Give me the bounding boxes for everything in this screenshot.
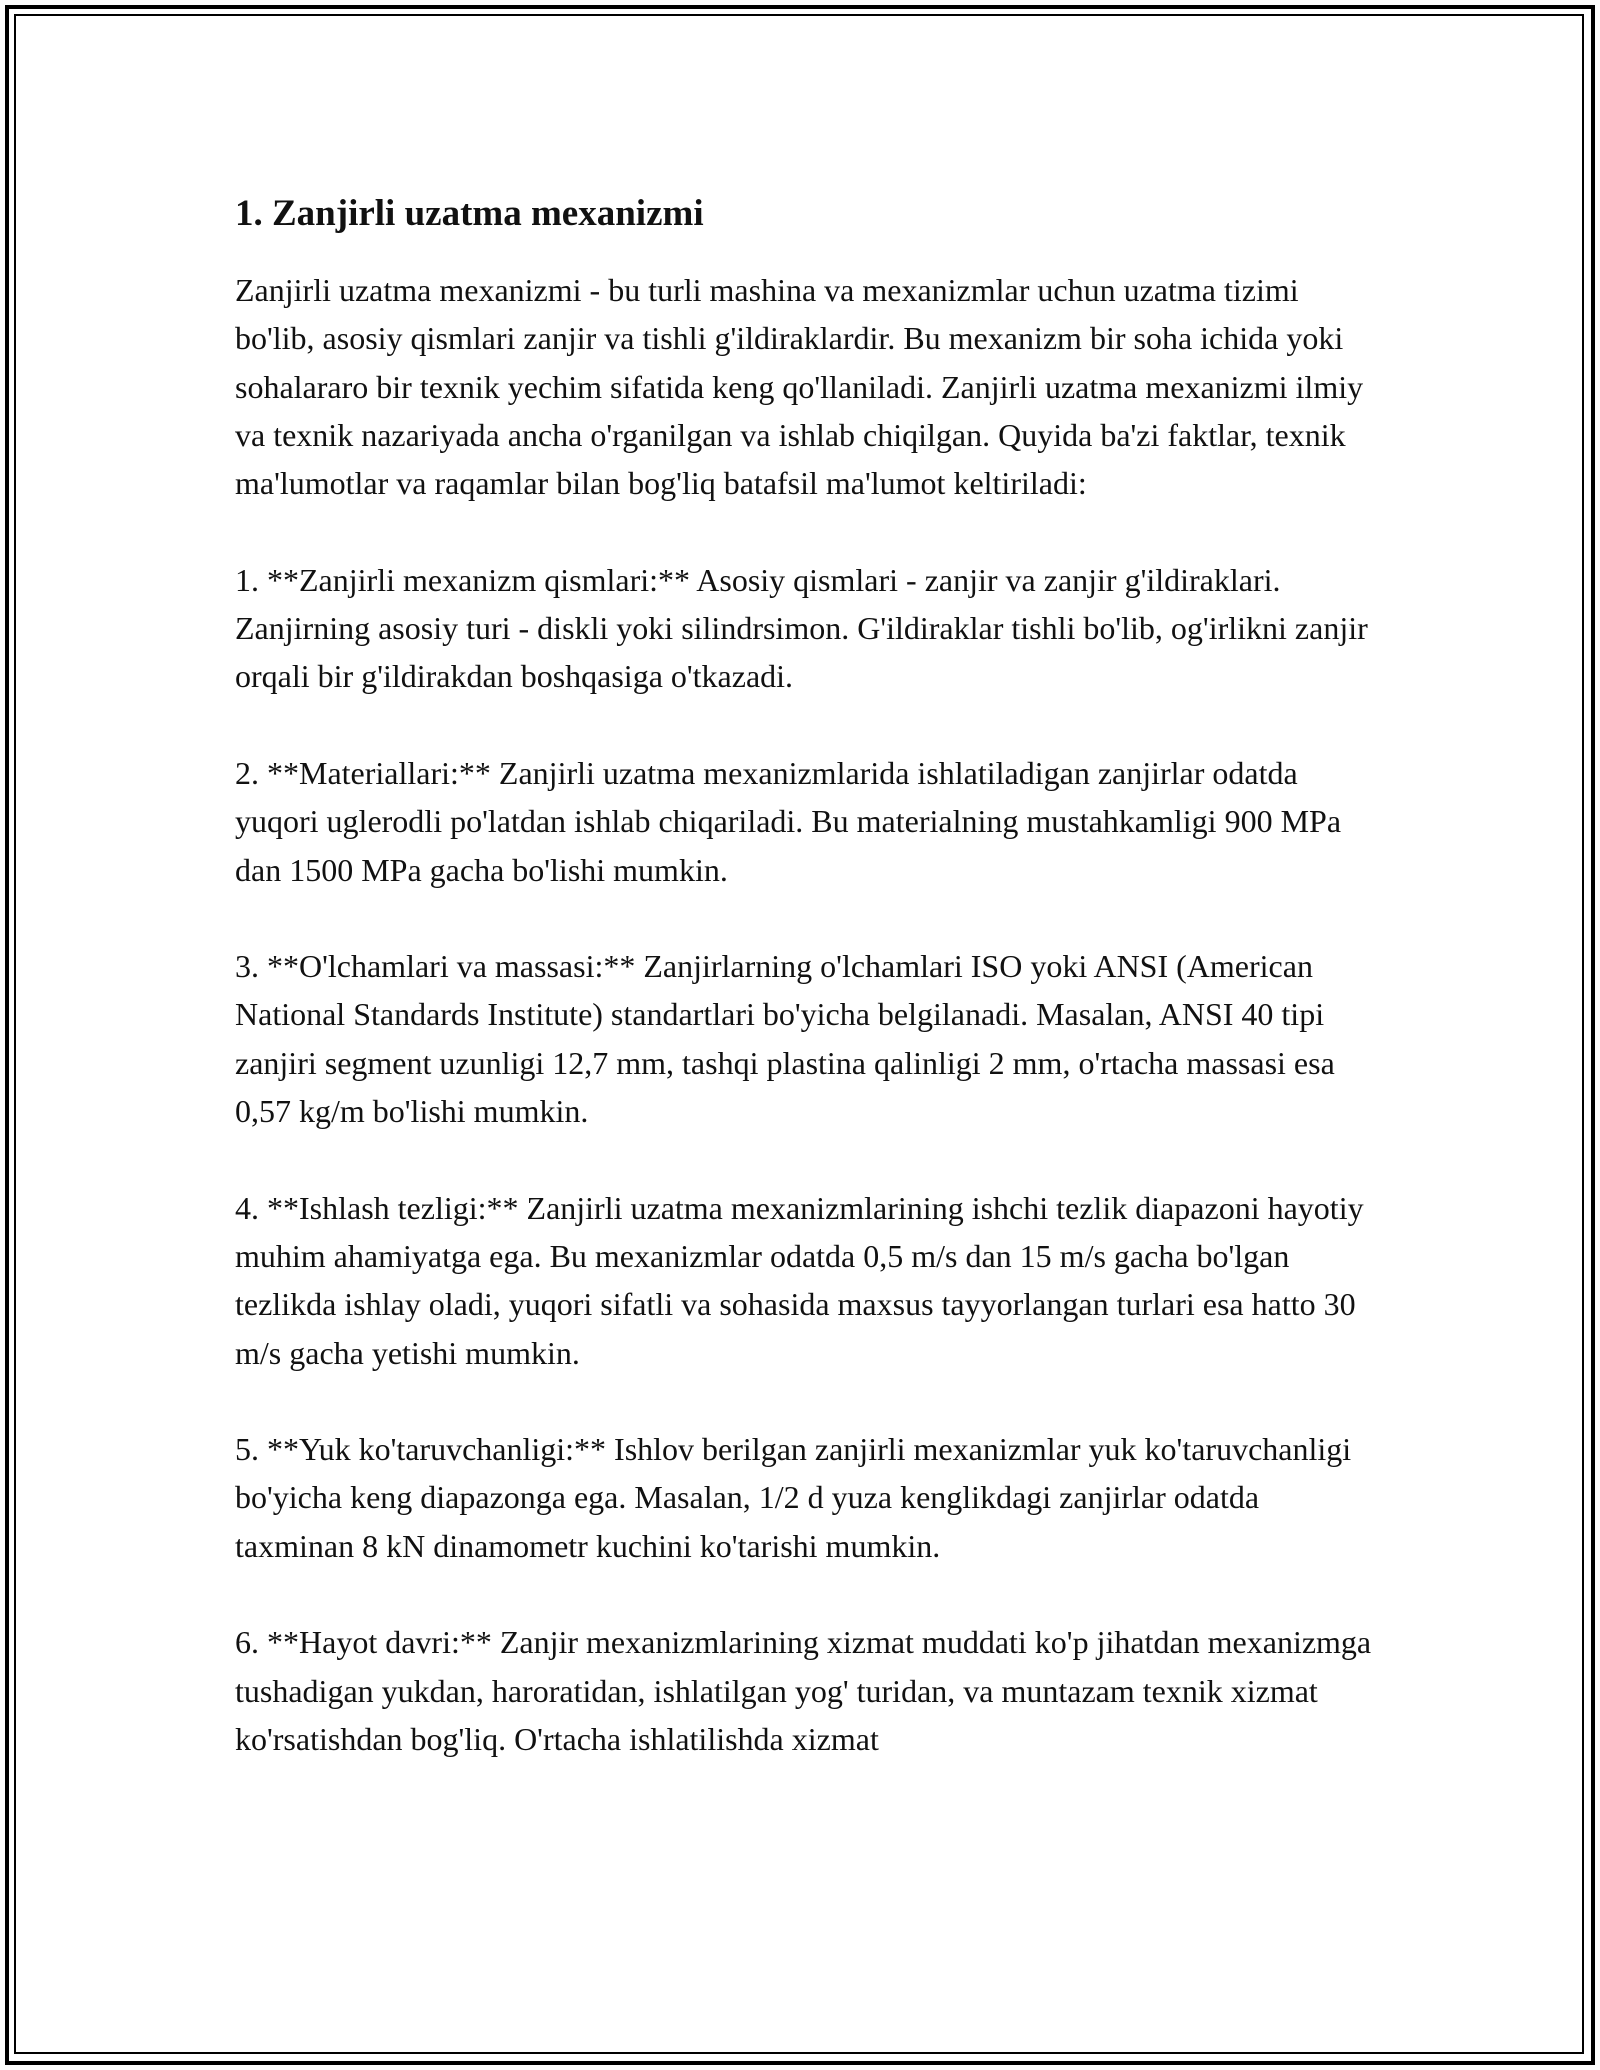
list-item-dimensions: 3. **O'lchamlari va massasi:** Zanjirlarning o'lchamlari ISO yoki ANSI (American National Standards Institute) standartlari bo'yicha belgilanadi. Masalan, ANSI 40 tipi zanjiri segment uzunligi 12,7 mm, tashqi plastina qalinligi 2 mm, o'rtacha massasi esa 0,57 kg/m bo'lishi mumkin. [235,948,1335,1130]
list-item-parts: 1. **Zanjirli mexanizm qismlari:** Asosiy qismlari - zanjir va zanjir g'ildiraklari. Zanjirning asosiy turi - diskli yoki silindrsimon. G'ildiraklar tishli bo'lib, og'irlikni zanjir orqali bir g'ildirakdan boshqasiga o'tkazadi. [235,561,1368,695]
list-item-lifetime: 6. **Hayot davri:** Zanjir mexanizmlarining xizmat muddati ko'p jihatdan mexanizmga tushadigan yukdan, haroratidan, ishlatilgan yog' turidan, va muntazam texnik xizmat ko'rsatishdan bog'liq. O'rtacha ishlatilishda xizmat [235,1624,1372,1757]
list-item-load-capacity: 5. **Yuk ko'taruvchanligi:** Ishlov berilgan zanjirli mexanizmlar yuk ko'taruvchanligi bo'yicha keng diapazonga ega. Masalan, 1/2 d yuza kenglikdagi zanjirlar odatda taxminan 8 kN dinamometr kuchini ko'tarishi mumkin. [235,1431,1352,1564]
document-body [235,186,1380,1812]
list-item-materials: 2. **Materiallari:** Zanjirli uzatma mexanizmlarida ishlatiladigan zanjirlar odatda yuqori uglerodli po'latdan ishlab chiqariladi. Bu materialning mustahkamligi 900 MPa dan 1500 MPa gacha bo'lishi mumkin. [235,754,1342,888]
list-item-speed: 4. **Ishlash tezligi:** Zanjirli uzatma mexanizmlarining ishchi tezlik diapazoni hayotiy muhim ahamiyatga ega. Bu mexanizmlar odatda 0,5 m/s dan 15 m/s gacha bo'lgan tezlikda ishlay oladi, yuqori sifatli va sohasida maxsus tayyorlangan turlari esa hatto 30 m/s gacha yetishi mumkin. [235,1189,1364,1371]
section-heading: 1. Zanjirli uzatma mexanizmi [235,193,704,234]
intro-paragraph: Zanjirli uzatma mexanizmi - bu turli mashina va mexanizmlar uchun uzatma tizimi bo'lib, asosiy qismlari zanjir va tishli g'ildiraklardir. Bu mexanizm bir soha ichida yoki sohalararo bir texnik yechim sifatida keng qo'llaniladi. Zanjirli uzatma mexanizmi ilmiy va texnik nazariyada ancha o'rganilgan va ishlab chiqilgan. Quyida ba'zi faktlar, texnik ma'lumotlar va raqamlar bilan bog'liq batafsil ma'lumot keltiriladi: [235,272,1364,502]
